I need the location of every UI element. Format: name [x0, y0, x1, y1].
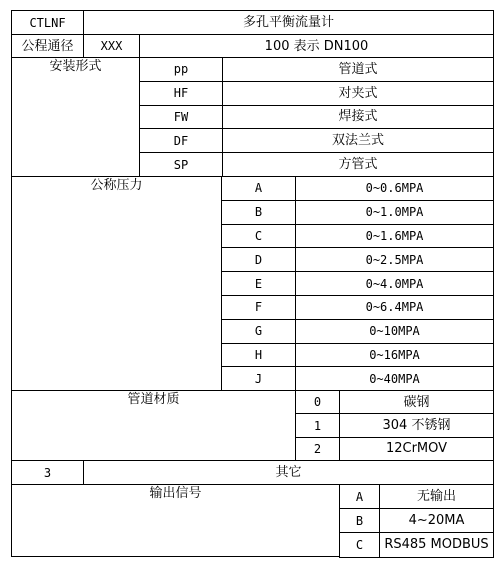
pressure-option-code: D	[221, 247, 296, 272]
install-option-value: 方管式	[222, 152, 494, 177]
material-option-code: 1	[295, 413, 340, 437]
material-option-value: 碳钢	[339, 390, 494, 414]
pressure-option-code: G	[221, 319, 296, 344]
material-option-value: 304 不锈钢	[339, 413, 494, 437]
pressure-option-code: J	[221, 366, 296, 391]
output-label: 输出信号	[11, 484, 340, 557]
install-option-value: 管道式	[222, 57, 494, 82]
material-label: 管道材质	[11, 390, 296, 461]
output-option-value: 4~20MA	[379, 508, 494, 533]
pressure-option-value: 0~40MPA	[295, 366, 494, 391]
output-option-code: B	[339, 508, 380, 533]
pressure-option-code: E	[221, 271, 296, 296]
pressure-option-value: 0~16MPA	[295, 343, 494, 368]
install-option-value: 对夹式	[222, 81, 494, 106]
table-title: 多孔平衡流量计	[83, 10, 494, 35]
pressure-option-code: B	[221, 200, 296, 225]
pressure-option-value: 0~4.0MPA	[295, 271, 494, 296]
pressure-label: 公称压力	[11, 176, 222, 391]
material-option-value: 12CrMOV	[339, 437, 494, 461]
install-option-value: 双法兰式	[222, 128, 494, 153]
output-option-code: A	[339, 484, 380, 509]
install-option-value: 焊接式	[222, 105, 494, 130]
install-type-label: 安装形式	[11, 57, 140, 177]
install-option-code: FW	[139, 105, 223, 130]
diameter-code: XXX	[83, 34, 140, 58]
output-option-value: 无输出	[379, 484, 494, 509]
model-code-cell: CTLNF	[11, 10, 84, 35]
install-option-code: DF	[139, 128, 223, 153]
pressure-option-value: 0~2.5MPA	[295, 247, 494, 272]
install-option-code: HF	[139, 81, 223, 106]
install-option-code: SP	[139, 152, 223, 177]
other-name: 其它	[83, 460, 494, 485]
pressure-option-code: A	[221, 176, 296, 201]
material-option-code: 2	[295, 437, 340, 461]
output-option-code: C	[339, 532, 380, 557]
material-option-code: 0	[295, 390, 340, 414]
pressure-option-value: 0~6.4MPA	[295, 295, 494, 320]
pressure-option-value: 0~1.0MPA	[295, 200, 494, 225]
pressure-option-value: 0~10MPA	[295, 319, 494, 344]
other-code: 3	[11, 460, 84, 485]
pressure-option-code: C	[221, 224, 296, 249]
pressure-option-value: 0~1.6MPA	[295, 224, 494, 249]
output-option-value: RS485 MODBUS	[379, 532, 494, 557]
install-option-code: pp	[139, 57, 223, 82]
pressure-option-value: 0~0.6MPA	[295, 176, 494, 201]
diameter-label: 公程通径	[11, 34, 84, 58]
pressure-option-code: F	[221, 295, 296, 320]
pressure-option-code: H	[221, 343, 296, 368]
diameter-description: 100 表示 DN100	[139, 34, 494, 58]
